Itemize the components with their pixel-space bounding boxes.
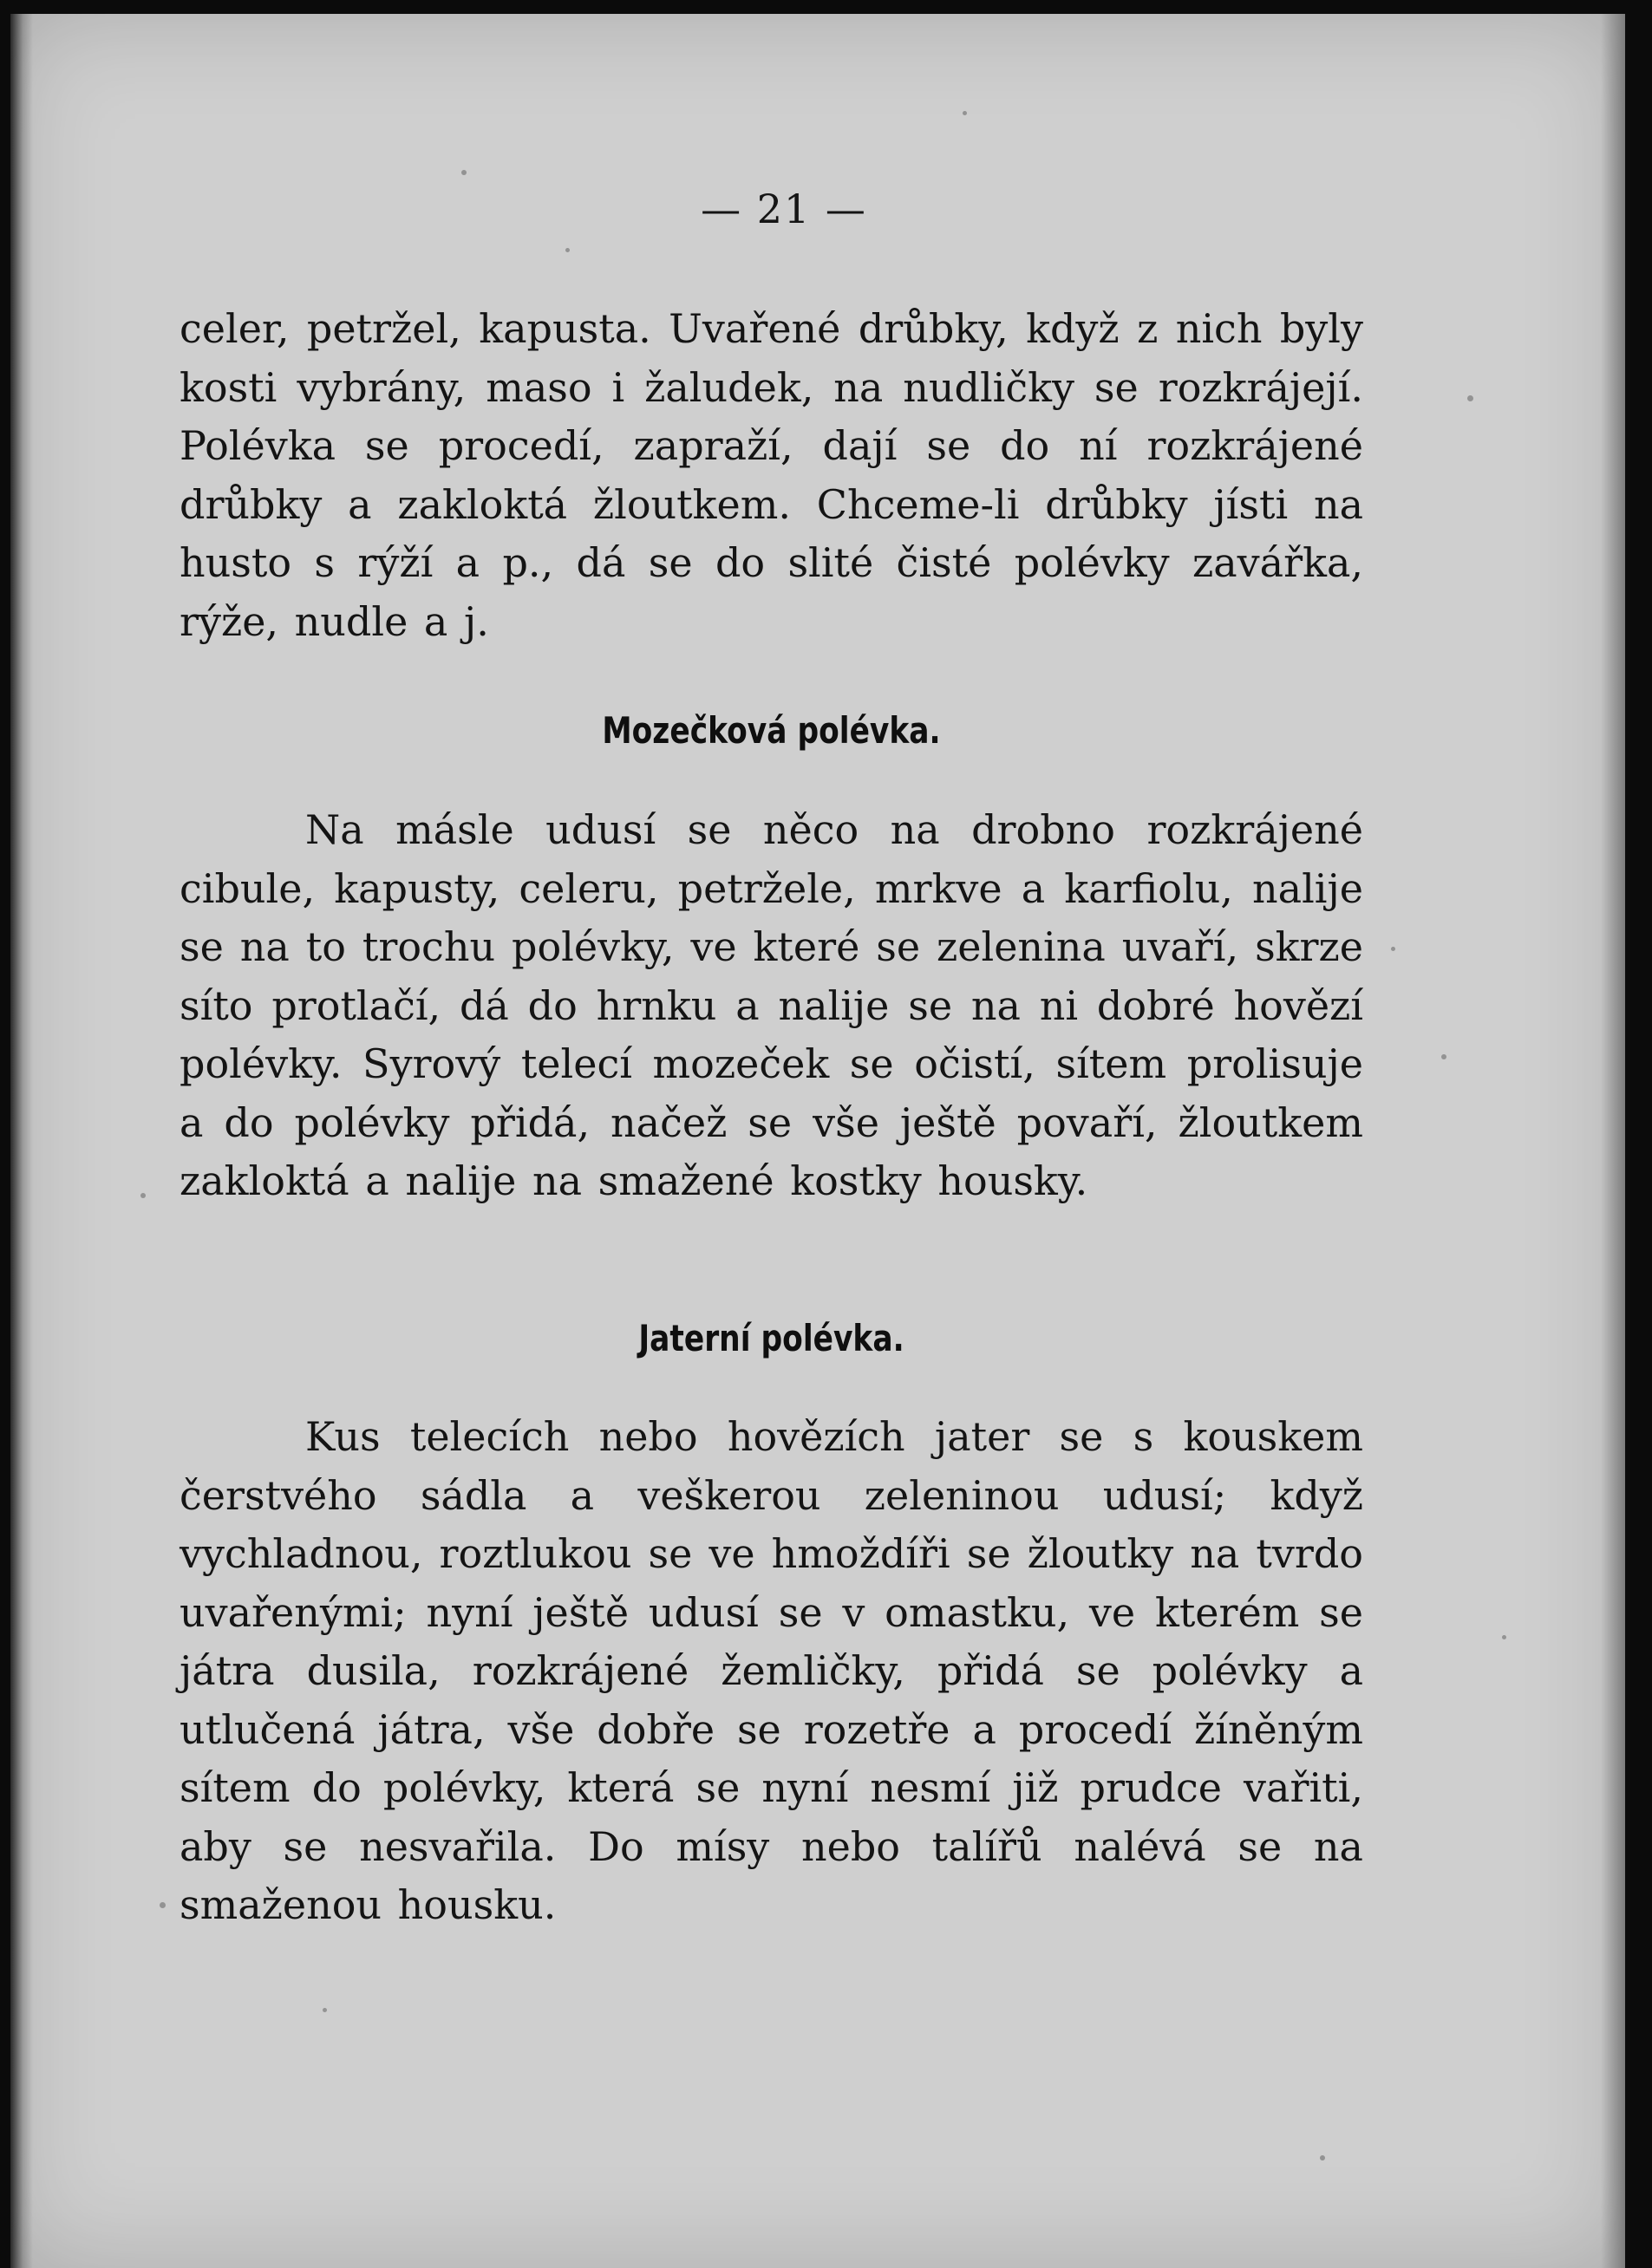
continuation-paragraph: celer, petržel, kapusta. Uvařené drůbky, když z nich byly kosti vybrány, maso i žaludek, na nudličky se rozkrájejí. Polévka se procedí, zapraží, dají se do ní rozkrájené drůbky a zakloktá žloutkem. Chceme-li drůbky jísti na husto s rýží a p., dá se do slité čisté polévky zavářka, rýže, nudle a j. xyxy=(180,305,1363,645)
paper-speck xyxy=(323,2008,327,2012)
section-heading-jaterni: Jaterní polévka. xyxy=(638,1317,904,1359)
page-number: — 21 — xyxy=(701,186,867,232)
paper-speck xyxy=(1467,395,1473,401)
paper-speck xyxy=(963,111,967,115)
paper-speck xyxy=(160,1902,166,1908)
paper-speck xyxy=(1391,947,1395,951)
page-edge-shadow xyxy=(1601,14,1625,2268)
section-heading-mozeckova: Mozečková polévka. xyxy=(602,709,941,752)
section-body-mozeckova: Na másle udusí se něco na drobno rozkrájené cibule, kapusty, celeru, petržele, mrkve a karfiolu, nalije se na to trochu polévky, ve které se zelenina uvaří, skrze síto protlačí, dá do hrnku a nalije se na ni dobré hovězí polévky. Syrový telecí mozeček se očistí, sítem prolisuje a do polévky přidá, načež se vše ještě povaří, žloutkem zakloktá a nalije na smažené kostky housky. xyxy=(180,806,1363,1204)
paper-speck xyxy=(565,248,570,252)
paper-speck xyxy=(461,170,467,175)
paper-speck xyxy=(1320,2155,1325,2160)
paper-speck xyxy=(1502,1635,1506,1639)
spine-shadow xyxy=(10,14,33,2268)
section-body-jaterni: Kus telecích nebo hovězích jater se s kouskem čerstvého sádla a veškerou zeleninou udusí; když vychladnou, roztlukou se ve hmoždíři se žloutky na tvrdo uvařenými; nyní ještě udusí se v omastku, ve kterém se játra dusila, rozkrájené žemličky, přidá se polévky a utlučená játra, vše dobře se rozetře a procedí žíněným sítem do polévky, která se nyní nesmí již prudce vařiti, aby se nesvařila. Do mísy nebo talířů nalévá se na smaženou housku. xyxy=(180,1413,1363,1928)
paper-speck xyxy=(1441,1054,1446,1059)
scanned-page xyxy=(10,14,1625,2268)
paper-speck xyxy=(140,1193,146,1198)
